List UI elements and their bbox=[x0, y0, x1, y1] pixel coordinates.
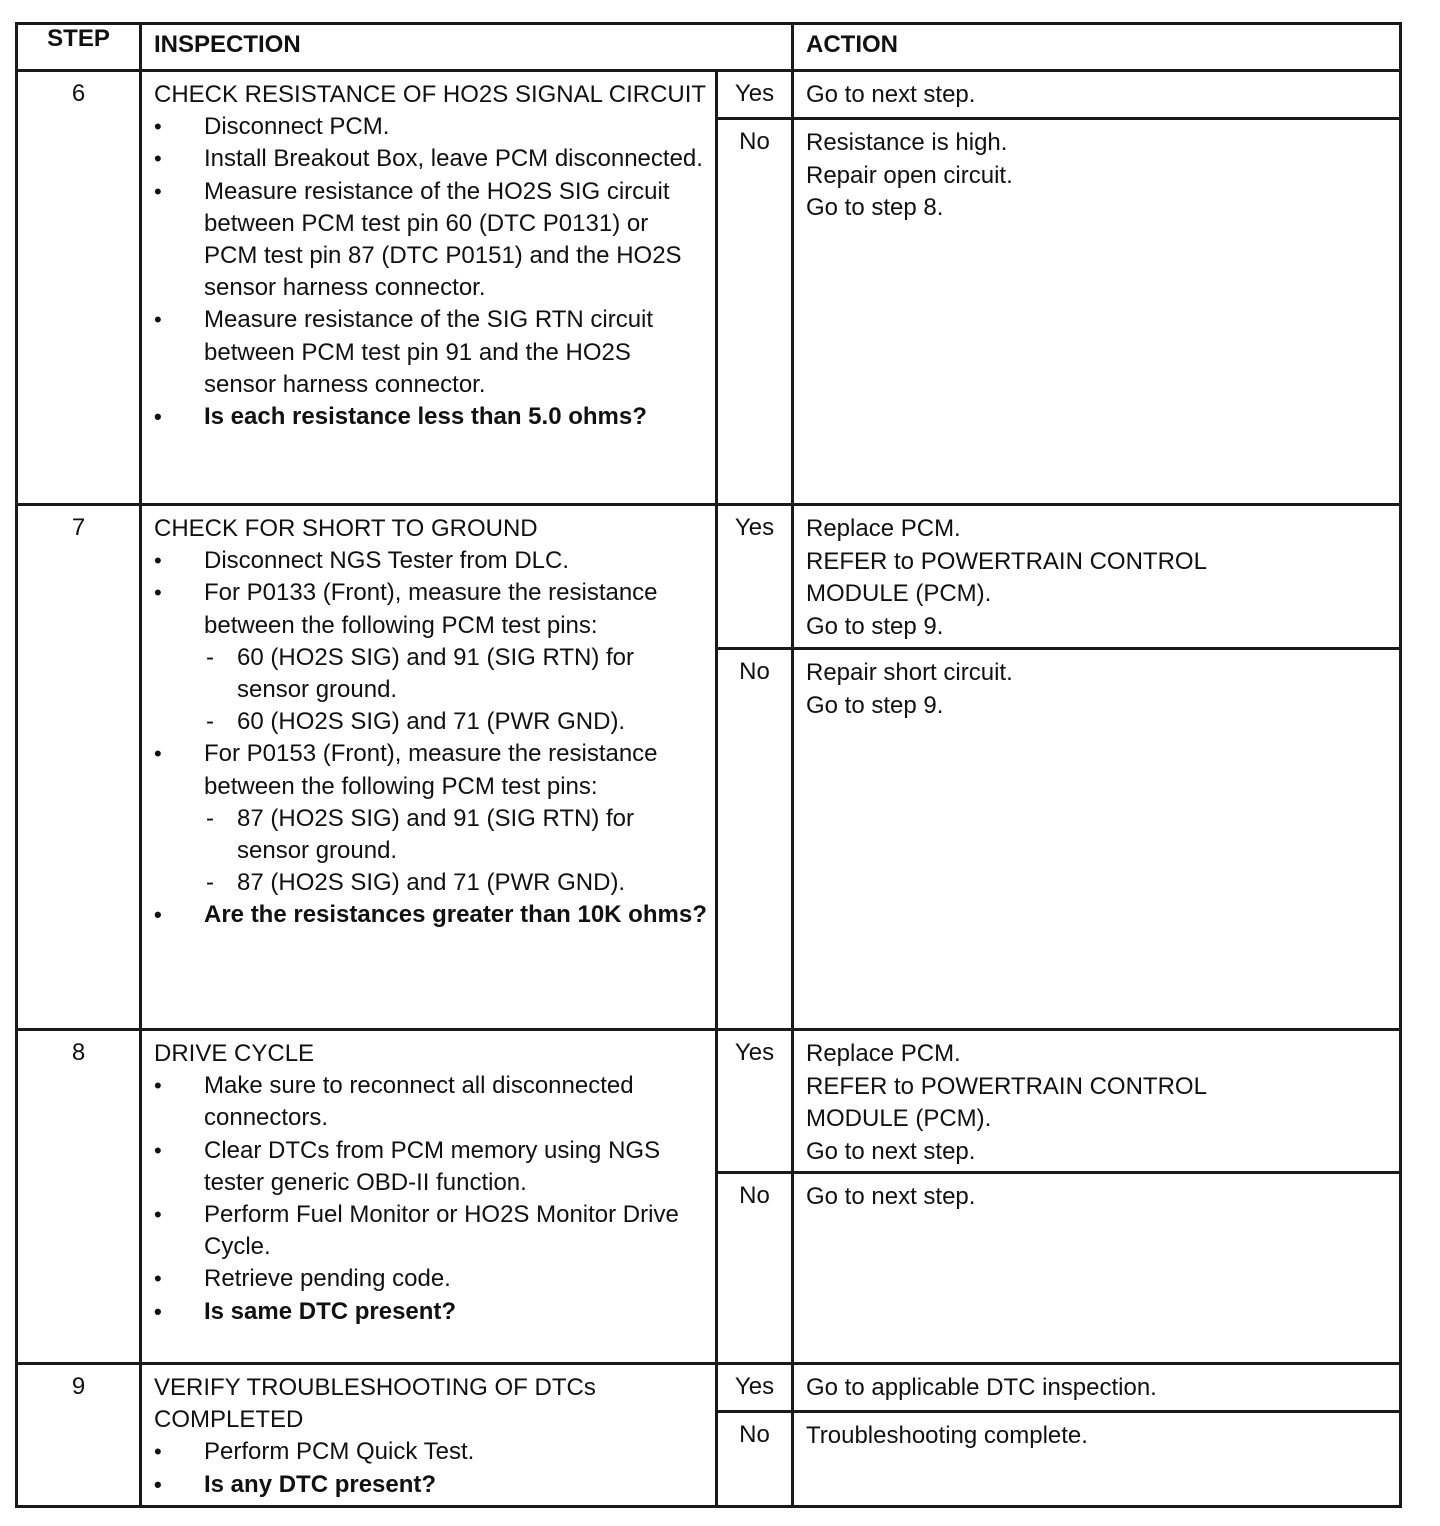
sub-item: - 87 (HO2S SIG) and 91 (SIG RTN) for sensor ground. bbox=[204, 803, 707, 867]
no-action bbox=[793, 119, 1401, 505]
step-6-inspection bbox=[141, 71, 717, 505]
step-7-inspection bbox=[141, 505, 717, 1030]
question-item: • Is same DTC present? bbox=[154, 1296, 707, 1328]
action-line: Go to step 9. bbox=[806, 612, 944, 640]
action-line: Replace PCM. bbox=[806, 1040, 961, 1067]
yes-action bbox=[793, 1364, 1401, 1412]
sub-item: - 60 (HO2S SIG) and 71 (PWR GND). bbox=[204, 706, 707, 738]
bullet-item: • Retrieve pending code. bbox=[154, 1263, 707, 1295]
step-number: 7 bbox=[17, 505, 141, 1030]
action-line: REFER to POWERTRAIN CONTROL bbox=[806, 1072, 1207, 1100]
step-title: DRIVE CYCLE bbox=[154, 1040, 315, 1067]
bullet-item: • Measure resistance of the HO2S SIG circuit between PCM test pin 60 (DTC P0131) or PCM test pin 87 (DTC P0151) and the HO2S sensor harness connector. bbox=[154, 176, 707, 305]
bullet-item: • Perform PCM Quick Test. bbox=[154, 1436, 707, 1468]
question-item: • Is any DTC present? bbox=[154, 1469, 707, 1501]
no-action bbox=[793, 1412, 1401, 1507]
action-line: Go to next step. bbox=[806, 1137, 976, 1165]
bullet-item: • Disconnect NGS Tester from DLC. bbox=[154, 545, 707, 577]
action-line: MODULE (PCM). bbox=[806, 1105, 992, 1132]
action-line: Repair short circuit. bbox=[806, 659, 1013, 686]
step-9-yes-row bbox=[17, 1364, 1401, 1412]
sub-item: - 60 (HO2S SIG) and 91 (SIG RTN) for sensor ground. bbox=[204, 642, 707, 706]
step-number: 9 bbox=[17, 1364, 141, 1507]
step-title: VERIFY TROUBLESHOOTING OF DTCs COMPLETED bbox=[154, 1374, 596, 1434]
step-title: CHECK RESISTANCE OF HO2S SIGNAL CIRCUIT bbox=[154, 81, 707, 108]
bullet-item bbox=[154, 738, 707, 899]
yes-action bbox=[793, 1030, 1401, 1173]
step-6-yes-row bbox=[17, 71, 1401, 119]
bullet-item: • Perform Fuel Monitor or HO2S Monitor Drive Cycle. bbox=[154, 1199, 707, 1263]
no-label: No bbox=[717, 119, 793, 505]
question-item: • Is each resistance less than 5.0 ohms? bbox=[154, 401, 707, 433]
action-line: Repair open circuit. bbox=[806, 161, 1013, 189]
action-line: Troubleshooting complete. bbox=[806, 1422, 1088, 1449]
bullet-item: • Disconnect PCM. bbox=[154, 111, 707, 143]
no-label: No bbox=[717, 649, 793, 1030]
no-action bbox=[793, 649, 1401, 1030]
step-number: 8 bbox=[17, 1030, 141, 1364]
bullet-item: • Make sure to reconnect all disconnected connectors. bbox=[154, 1070, 707, 1134]
yes-label: Yes bbox=[717, 1364, 793, 1412]
yes-action bbox=[793, 71, 1401, 119]
header-row bbox=[17, 24, 1401, 71]
action-line: Go to step 9. bbox=[806, 691, 944, 719]
header-inspection: INSPECTION bbox=[141, 24, 793, 71]
action-line: Go to applicable DTC inspection. bbox=[806, 1374, 1157, 1401]
step-number: 6 bbox=[17, 71, 141, 505]
no-label: No bbox=[717, 1412, 793, 1507]
bullet-item: • Install Breakout Box, leave PCM disconnected. bbox=[154, 143, 707, 175]
action-line: Go to next step. bbox=[806, 1183, 976, 1210]
action-line: Replace PCM. bbox=[806, 515, 961, 542]
header-step: STEP bbox=[17, 24, 141, 71]
action-line: Go to next step. bbox=[806, 81, 976, 108]
bullet-item: • Clear DTCs from PCM memory using NGS tester generic OBD-II function. bbox=[154, 1135, 707, 1199]
bullet-text: For P0133 (Front), measure the resistance between the following PCM test pins: bbox=[204, 579, 658, 639]
step-8-inspection bbox=[141, 1030, 717, 1364]
question-item: • Are the resistances greater than 10K ohms? bbox=[154, 899, 707, 931]
action-line: Go to step 8. bbox=[806, 194, 944, 221]
inspection-procedure-table bbox=[15, 22, 1402, 1508]
header-action: ACTION bbox=[793, 24, 1401, 71]
bullet-item: • Measure resistance of the SIG RTN circuit between PCM test pin 91 and the HO2S sensor harness connector. bbox=[154, 304, 707, 401]
action-line: MODULE (PCM). bbox=[806, 580, 992, 607]
step-9-inspection bbox=[141, 1364, 717, 1507]
step-title: CHECK FOR SHORT TO GROUND bbox=[154, 515, 538, 542]
sub-item: - 87 (HO2S SIG) and 71 (PWR GND). bbox=[204, 867, 707, 899]
bullet-text: For P0153 (Front), measure the resistance between the following PCM test pins: bbox=[204, 740, 658, 800]
no-action bbox=[793, 1173, 1401, 1364]
no-label: No bbox=[717, 1173, 793, 1364]
step-8-yes-row bbox=[17, 1030, 1401, 1173]
yes-label: Yes bbox=[717, 1030, 793, 1173]
step-7-yes-row bbox=[17, 505, 1401, 649]
bullet-item bbox=[154, 577, 707, 738]
yes-label: Yes bbox=[717, 505, 793, 649]
yes-label: Yes bbox=[717, 71, 793, 119]
action-line: REFER to POWERTRAIN CONTROL bbox=[806, 547, 1207, 575]
action-line: Resistance is high. bbox=[806, 129, 1008, 156]
yes-action bbox=[793, 505, 1401, 649]
